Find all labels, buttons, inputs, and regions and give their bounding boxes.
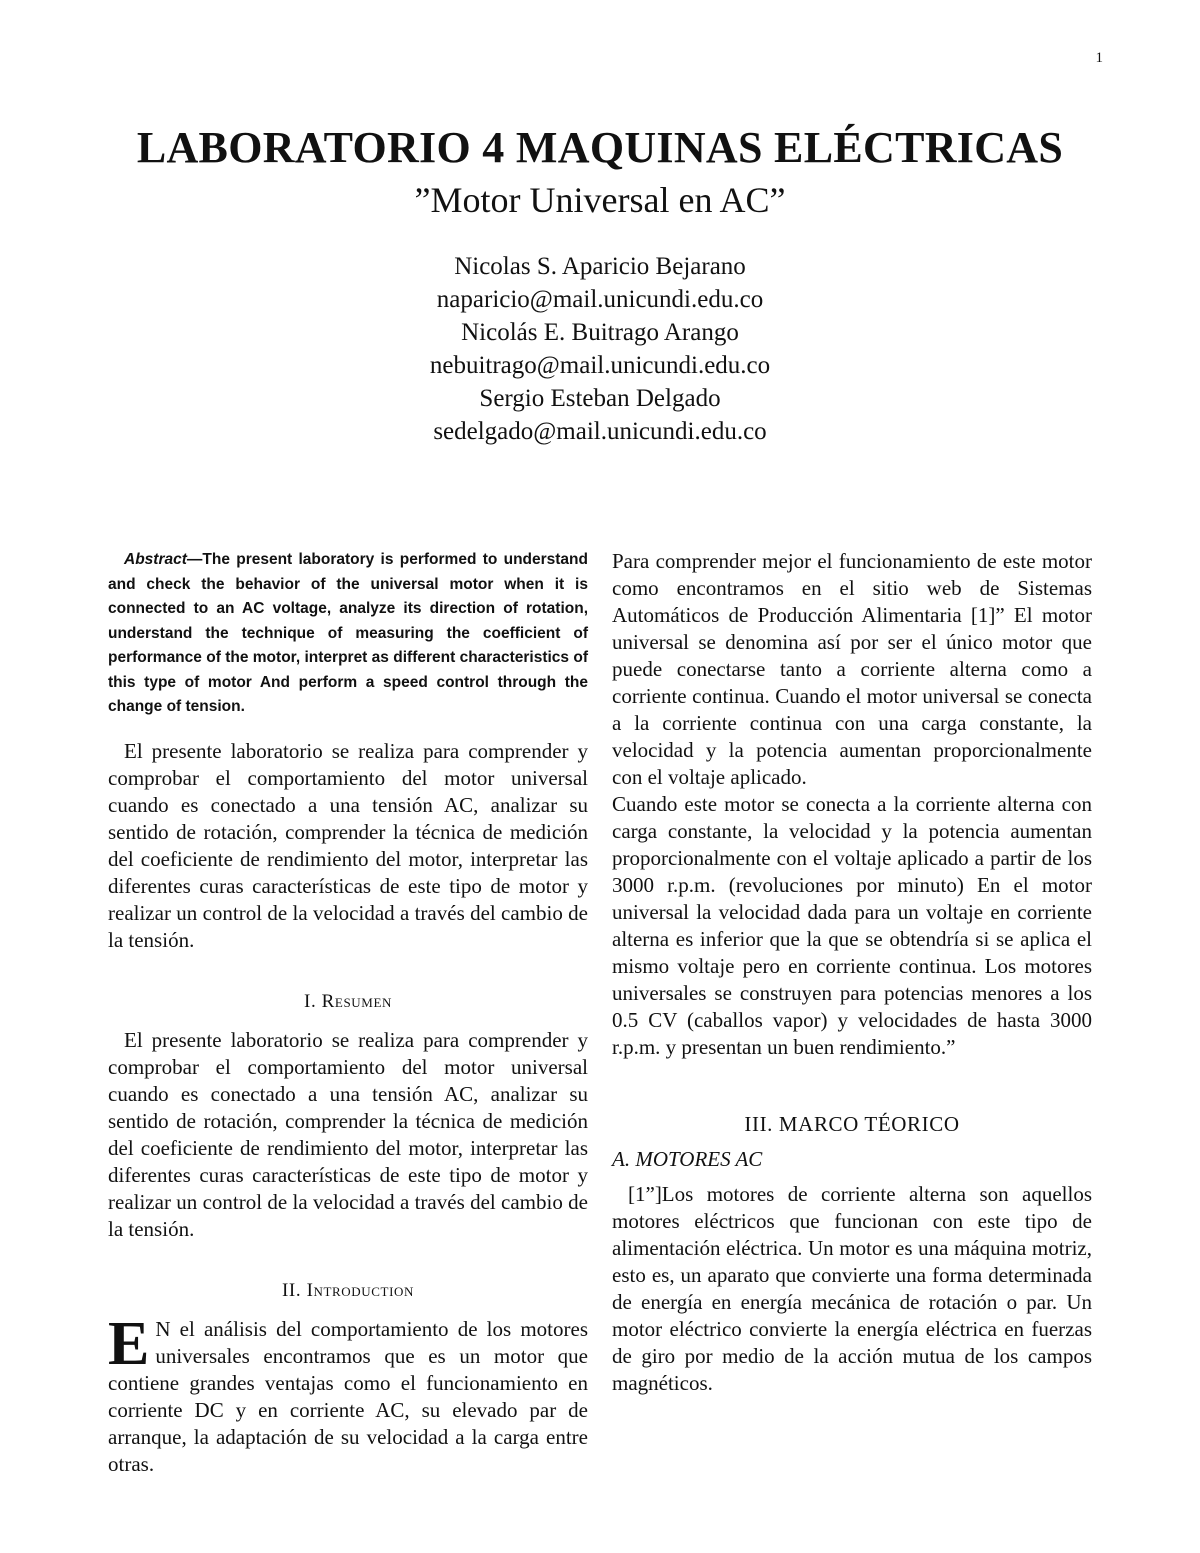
section-number: III. (744, 1112, 774, 1136)
motores-ac-text: [1”]Los motores de corriente alterna son aquellos motores eléctricos que funcionan con este tipo de alimentación eléctrica. Un motor es una máquina motriz, esto es, un aparato que convierte una forma determinada de energía en energía mecánica de rotación o par. Un motor eléctrico convierte la energía eléctrica en fuerzas de giro por medio de la acción mutua de los campos magnéticos. (612, 1182, 1092, 1395)
abstract-label: Abstract (124, 551, 187, 568)
author-email: nebuitrago@mail.unicundi.edu.co (429, 352, 771, 379)
section-title: Resumen (321, 990, 392, 1012)
author-name: Nicolás E. Buitrago Arango (461, 319, 739, 346)
paper-subtitle: ”Motor Universal en AC” (414, 180, 786, 220)
abstract-spanish: El presente laboratorio se realiza para comprender y comprobar el comportamiento del motor universal cuando es conectado a una tensión AC, analizar su sentido de rotación, comprender la técnica de medición del coeficiente de rendimiento del motor, interpretar las diferentes curas características de este tipo de motor y realizar un control de la velocidad a través del cambio de la tensión. (108, 738, 588, 952)
author-email: sedelgado@mail.unicundi.edu.co (433, 418, 767, 445)
left-column (108, 548, 588, 1478)
paper-header (0, 120, 1200, 448)
author-name: Nicolas S. Aparicio Bejarano (454, 253, 746, 280)
introduction-text (108, 1309, 588, 1478)
section-heading-resumen (108, 988, 588, 1015)
paper-title: LABORATORIO 4 MAQUINAS ELÉCTRICAS (136, 123, 1064, 172)
section-title: MARCO TÉORICO (778, 1112, 960, 1136)
section-number: I. (304, 990, 317, 1012)
author-block (0, 250, 1200, 448)
introduction-body: N el análisis del comportamiento de los motores universales encontramos que es un motor que contiene grandes ventajas como el funcionamiento en corriente DC y en corriente AC, su elevado par de arranque, la adaptación de su velocidad a la carga entre otras. (108, 1316, 588, 1476)
section-title: Introduction (306, 1279, 414, 1301)
abstract (108, 548, 588, 720)
author-name: Sergio Esteban Delgado (479, 385, 721, 412)
intro-continuation: Para comprender mejor el funcionamiento de este motor como encontramos en el sitio web de Sistemas Automáticos de Producción Alimentaria [1]” El motor universal se denomina así por ser el único motor que puede conectarse tanto a corriente alterna como a corriente continua. Cuando el motor universal se conecta a la corriente continua con una carga constante, la velocidad y la potencia aumentan proporcionalmente con el voltaje aplicado. (612, 549, 1092, 789)
section-heading-introduction (108, 1277, 588, 1304)
section-heading-marco-teorico (612, 1111, 1092, 1138)
right-column (612, 548, 1092, 1397)
abstract-text: —The present laboratory is performed to understand and check the behavior of the universal motor when it is connected to an AC voltage, analyze its direction of rotation, understand the technique of measuring the coefficient of performance of the motor, interpret as different characteristics of this type of motor And perform a speed control through the change of tension. (108, 551, 588, 715)
resumen-text: El presente laboratorio se realiza para comprender y comprobar el comportamiento del motor universal cuando es conectado a una tensión AC, analizar su sentido de rotación, comprender la técnica de medición del coeficiente de rendimiento del motor, interpretar las diferentes curas características de este tipo de motor y realizar un control de la velocidad a través del cambio de la tensión. (108, 1027, 588, 1241)
drop-cap: E (108, 1309, 150, 1378)
intro-paragraph-2: Cuando este motor se conecta a la corriente alterna con carga constante, la velocidad y la potencia aumentan proporcionalmente con el voltaje aplicado a partir de los 3000 r.p.m. (revoluciones por minuto) En el motor universal la velocidad dada para un voltaje en corriente alterna es inferior que la que se obtendría si se aplica el mismo voltaje pero en corriente continua. Los motores universales se construyen para potencias menores a los 0.5 CV (caballos vapor) y velocidades de hasta 3000 r.p.m. y presentan un buen rendimiento.” (612, 792, 1092, 1059)
subsection-label: A. (612, 1147, 631, 1171)
author-email: naparicio@mail.unicundi.edu.co (436, 286, 764, 313)
subsection-heading-motores-ac (612, 1146, 1092, 1173)
page-number: 1 (1095, 50, 1103, 66)
subsection-title: MOTORES AC (635, 1147, 763, 1171)
section-number: II. (282, 1279, 302, 1301)
